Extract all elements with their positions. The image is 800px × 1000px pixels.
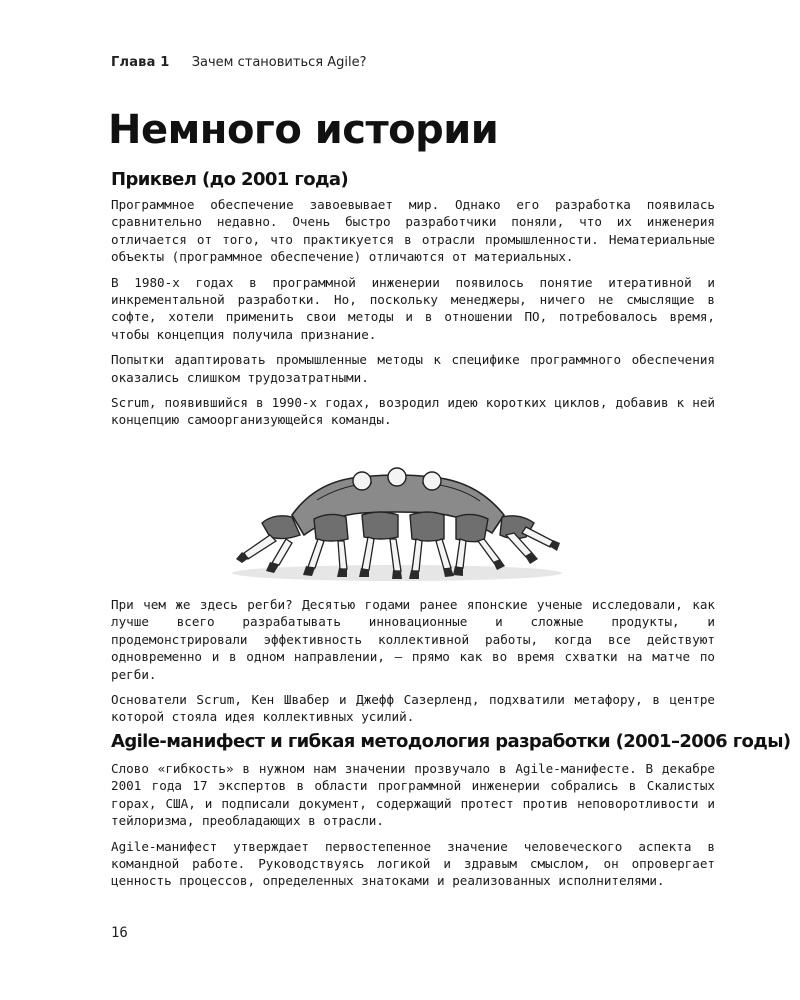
prequel-text xyxy=(111,196,715,437)
page-number: 16 xyxy=(111,925,128,941)
paragraph: Основатели Scrum, Кен Швабер и Джефф Сазерленд, подхватили метафору, в центре которой стояла идея коллективных усилий. xyxy=(111,692,715,725)
agile-text xyxy=(111,760,715,898)
paragraph: Слово «гибкость» в нужном нам значении прозвучало в Agile-манифесте. В декабре 2001 года 17 экспертов в области программной инженерии собрались в Скалистых горах, США, и подписали документ, содержащий протест против неповоротливости и тейлоризма, преобладающих в отрасли. xyxy=(111,761,715,829)
chapter-title: Зачем становиться Agile? xyxy=(191,55,367,70)
paragraph: Scrum, появившийся в 1990-х годах, возродил идею коротких циклов, добавив к ней концепцию самоорганизующейся команды. xyxy=(111,395,715,428)
rugby-text xyxy=(111,596,715,734)
paragraph: Программное обеспечение завоевывает мир. Однако его разработка появилась сравнительно недавно. Очень быстро разработчики поняли, что их инженерия отличается от того, что практикуется в отрасли промышленности. Нематериальные объекты (программное обеспечение) отличаются от материальных. xyxy=(111,197,715,265)
section-heading-prequel: Приквел (до 2001 года) xyxy=(111,169,349,190)
section-heading-agile: Agile-манифест и гибкая методология разработки (2001–2006 годы) xyxy=(111,731,791,752)
paragraph: Agile-манифест утверждает первостепенное значение человеческого аспекта в командной работе. Руководствуясь логикой и здравым смыслом, он опровергает ценность процессов, определенных знатоками и реализованных исполнителями. xyxy=(111,838,715,889)
page-title: Немного истории xyxy=(108,107,499,153)
chapter-label: Глава 1 xyxy=(111,55,170,70)
rugby-scrum-illustration xyxy=(222,455,572,585)
paragraph: В 1980-х годах в программной инженерии появилось понятие итеративной и инкрементальной разработки. Но, поскольку менеджеры, ничего не смыслящие в софте, хотели применить свои методы и в отношении ПО, потребовалось время, чтобы концепция получила признание. xyxy=(111,274,715,342)
paragraph: Попытки адаптировать промышленные методы к специфике программного обеспечения оказались слишком трудозатратными. xyxy=(111,352,715,385)
paragraph: При чем же здесь регби? Десятью годами ранее японские ученые исследовали, как лучше всего разрабатывать инновационные и сложные продукты, и продемонстрировали эффективность коллективной работы, когда все действуют одновременно и в одном направлении, — прямо как во время схватки на матче по регби. xyxy=(111,597,715,682)
running-head xyxy=(111,55,366,70)
